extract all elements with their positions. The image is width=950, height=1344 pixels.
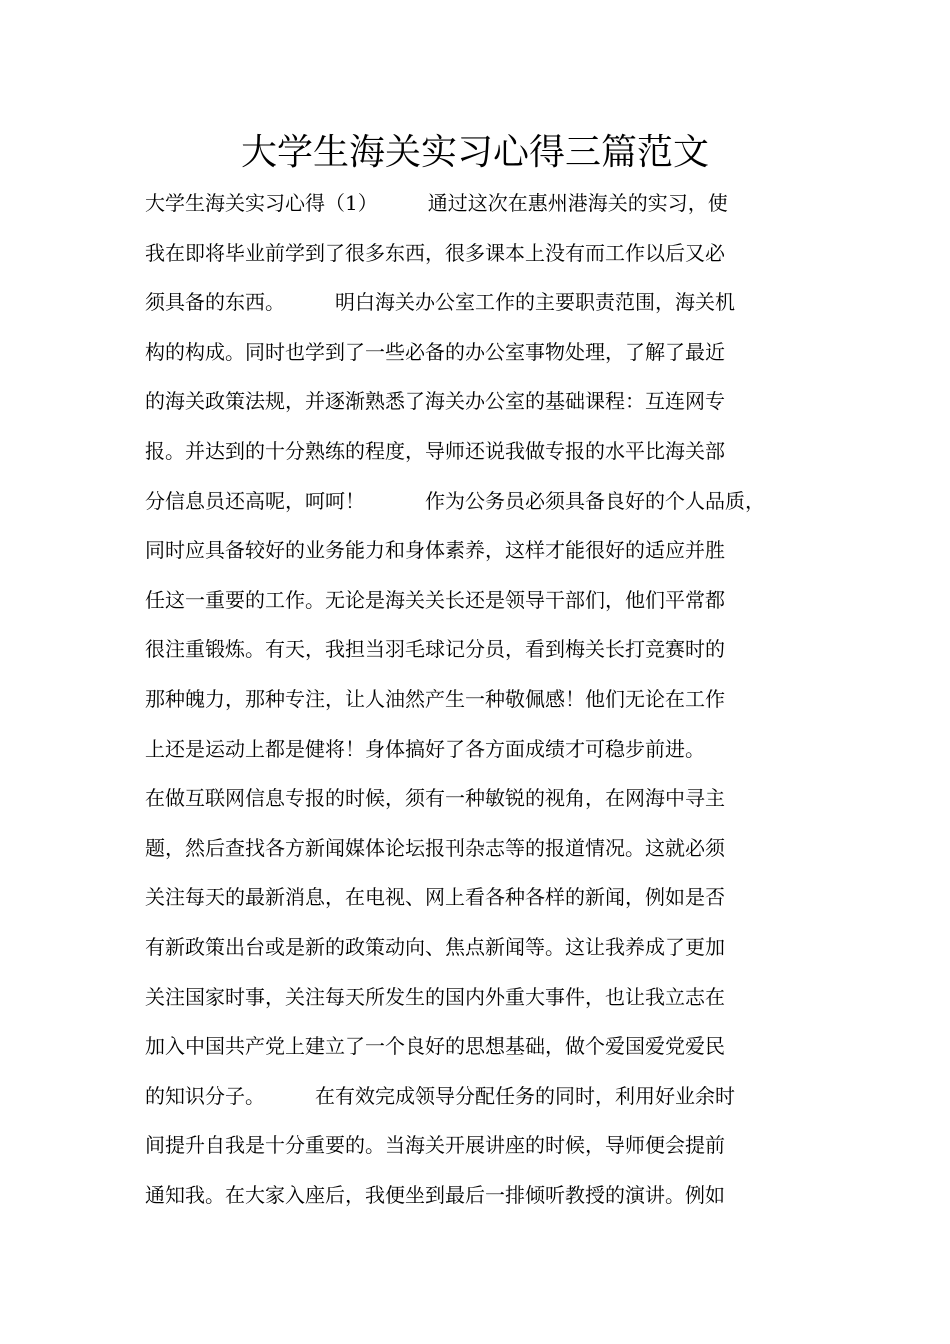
- body-line: 关注每天的最新消息，在电视、网上看各种各样的新闻，例如是否: [145, 885, 725, 910]
- body-line: 须具备的东西。 明白海关办公室工作的主要职责范围，海关机: [145, 290, 735, 315]
- document-title: 大学生海关实习心得三篇范文: [240, 132, 709, 173]
- body-line: 在做互联网信息专报的时候，须有一种敏锐的视角，在网海中寻主: [145, 786, 725, 811]
- body-line: 很注重锻炼。有天，我担当羽毛球记分员，看到梅关长打竞赛时的: [145, 637, 725, 662]
- body-line: 关注国家时事，关注每天所发生的国内外重大事件，也让我立志在: [145, 984, 725, 1009]
- body-line: 的知识分子。 在有效完成领导分配任务的同时，利用好业余时: [145, 1083, 735, 1108]
- body-line: 报。并达到的十分熟练的程度，导师还说我做专报的水平比海关部: [145, 438, 725, 463]
- body-line: 加入中国共产党上建立了一个良好的思想基础，做个爱国爱党爱民: [145, 1034, 725, 1059]
- body-line: 同时应具备较好的业务能力和身体素养，这样才能很好的适应并胜: [145, 538, 725, 563]
- body-line: 那种魄力，那种专注，让人油然产生一种敬佩感！他们无论在工作: [145, 686, 725, 711]
- body-line: 大学生海关实习心得（1） 通过这次在惠州港海关的实习，使: [145, 191, 728, 215]
- body-line: 通知我。在大家入座后，我便坐到最后一排倾听教授的演讲。例如: [145, 1182, 725, 1207]
- body-line: 题，然后查找各方新闻媒体论坛报刊杂志等的报道情况。这就必须: [145, 835, 725, 860]
- document-body: [145, 179, 825, 1220]
- body-line: 有新政策出台或是新的政策动向、焦点新闻等。这让我养成了更加: [145, 934, 725, 959]
- body-line: 间提升自我是十分重要的。当海关开展讲座的时候，导师便会提前: [145, 1133, 725, 1158]
- body-line: 任这一重要的工作。无论是海关关长还是领导干部们，他们平常都: [145, 587, 725, 612]
- body-line: 分信息员还高呢，呵呵！ 作为公务员必须具备良好的个人品质，: [145, 488, 765, 513]
- body-line: 上还是运动上都是健将！身体搞好了各方面成绩才可稳步前进。: [145, 736, 705, 761]
- body-line: 构的构成。同时也学到了一些必备的办公室事物处理，了解了最近: [145, 339, 725, 364]
- body-line: 我在即将毕业前学到了很多东西，很多课本上没有而工作以后又必: [145, 240, 725, 265]
- body-line: 的海关政策法规，并逐渐熟悉了海关办公室的基础课程：互连网专: [145, 389, 725, 414]
